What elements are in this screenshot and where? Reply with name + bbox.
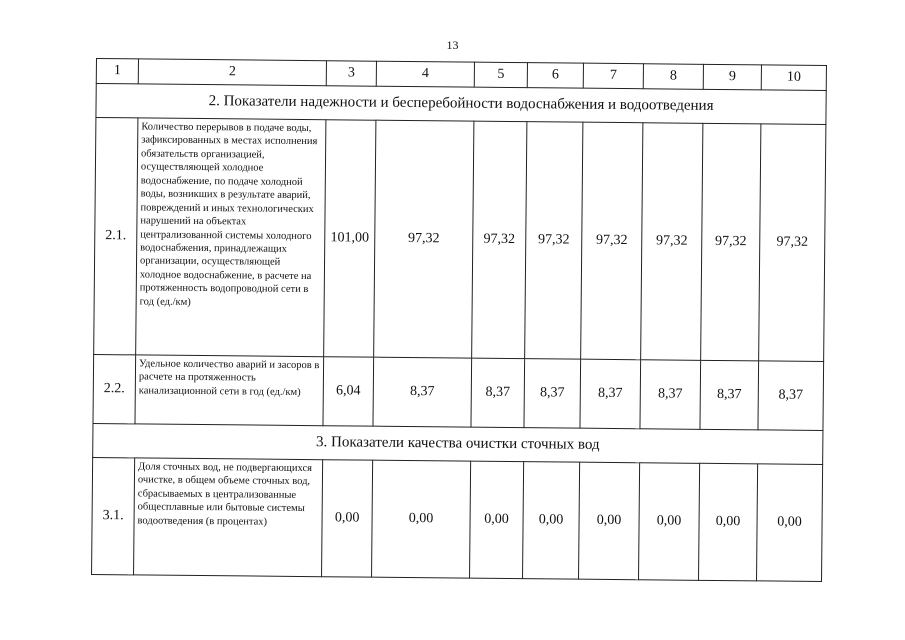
row-description: Удельное количество аварий и засоров в расчете на протяженность канализационной сети в год (ед./км): [135, 355, 324, 426]
value-cell: 0,00: [757, 464, 823, 582]
column-number: 9: [703, 64, 761, 90]
page-number: 13: [446, 38, 459, 52]
value-cell: 8,37: [700, 360, 759, 430]
value-cell: 97,32: [472, 121, 527, 358]
column-number: 3: [326, 61, 376, 86]
column-number: 5: [474, 62, 527, 88]
column-number: 8: [643, 64, 703, 90]
value-cell: 8,37: [758, 361, 824, 431]
row-number: 2.1.: [94, 118, 138, 355]
table-row: [94, 118, 826, 362]
value-cell: 97,32: [701, 123, 761, 361]
value-cell: 0,00: [699, 463, 758, 581]
value-cell: 0,00: [639, 463, 700, 581]
value-cell: 8,37: [580, 359, 641, 429]
value-cell: 8,37: [373, 357, 472, 427]
value-cell: 8,37: [524, 359, 581, 429]
value-cell: 0,00: [470, 461, 524, 579]
section-title: 3. Показатели качества очистки сточных вод: [93, 423, 823, 464]
value-cell: 0,00: [372, 460, 471, 578]
value-cell: 97,32: [374, 120, 474, 358]
table-row: [92, 457, 823, 581]
value-cell: 97,32: [759, 124, 826, 362]
column-number: 2: [138, 59, 326, 86]
table-row: [93, 354, 824, 430]
value-cell: 8,37: [471, 358, 525, 428]
value-cell: 0,00: [523, 462, 580, 580]
value-cell: 0,00: [322, 460, 373, 577]
value-cell: 97,32: [641, 123, 703, 361]
indicators-table-sheet: [91, 58, 826, 582]
value-cell: 97,32: [525, 122, 583, 360]
column-number: 7: [583, 63, 643, 89]
row-number: 3.1.: [92, 457, 135, 574]
indicators-table: [91, 58, 827, 582]
value-cell: 6,04: [323, 357, 374, 426]
row-description: Доля сточных вод, не подвергающихся очистке, в общем объеме сточных вод, сбрасываемых в централизованные общесплавные или бытовые системы водоотведения (в процентах): [134, 458, 323, 577]
row-description: Количество перерывов в подаче воды, зафиксированных в местах исполнения обязательств организацией, осуществляющей холодное водоснабжение, по подаче холодной воды, возникших в результате аварий, повреждений и иных технологических нарушений на объектах централизованной системы холодного водоснабжения, принадлежащих организации, осуществляющей холодное водоснабжение, в расчете на протяженность водопроводной сети в год (ед./км): [136, 118, 326, 357]
value-cell: 8,37: [640, 360, 701, 430]
value-cell: 0,00: [579, 462, 640, 580]
column-number: 1: [96, 59, 138, 84]
column-number: 10: [761, 65, 826, 91]
value-cell: 101,00: [324, 120, 376, 357]
value-cell: 97,32: [581, 122, 643, 360]
column-number: 6: [527, 63, 583, 89]
section-title: 2. Показатели надежности и бесперебойности водоснабжения и водоотведения: [96, 84, 826, 125]
column-number: 4: [376, 61, 474, 87]
row-number: 2.2.: [93, 354, 136, 423]
